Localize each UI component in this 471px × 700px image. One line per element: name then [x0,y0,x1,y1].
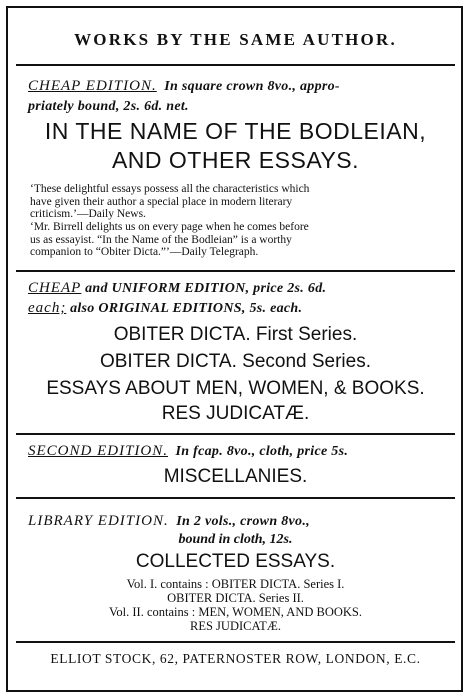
title-collected-essays: COLLECTED ESSAYS. [135,551,336,572]
page-heading: WORKS BY THE SAME AUTHOR. [74,30,397,49]
review-line: have given their author a special place in modern literary [30,195,293,208]
uniform-edition-desc-2: also ORIGINAL EDITIONS, 5s. each. [70,301,303,316]
uniform-edition-label: CHEAP [28,280,82,296]
uniform-edition-line [28,280,448,297]
volume-line: RES JUDICATÆ. [190,619,281,633]
title-miscellanies: MISCELLANIES. [163,466,308,487]
second-edition-label: SECOND EDITION. [28,443,169,459]
uniform-edition-desc: and UNIFORM EDITION, price 2s. 6d. [85,281,327,296]
uniform-each-label: each; [28,300,67,316]
title-essays-men-women-books: ESSAYS ABOUT MEN, WOMEN, & BOOKS. [46,378,425,399]
review-daily-news [30,183,446,221]
library-edition-label: LIBRARY EDITION. [28,513,169,529]
volume-line: Vol. I. contains : OBITER DICTA. Series I. [126,577,345,591]
review-line: criticism.’—Daily News. [30,208,146,221]
title-res-judicatae: RES JUDICATÆ. [161,403,310,424]
publisher-footer: ELLIOT STOCK, 62, PATERNOSTER ROW, LONDON, E.C. [50,651,421,666]
divider-1 [16,64,455,66]
bodleian-title-1: IN THE NAME OF THE BODLEIAN, [44,118,427,144]
uniform-edition-line-2 [28,300,448,317]
divider-4 [16,497,455,499]
cheap-edition-desc-2: priately bound, 2s. 6d. net. [28,99,189,114]
volume-line: Vol. II. contains : MEN, WOMEN, AND BOOKS. [108,605,362,619]
review-line: companion to “Obiter Dicta.”’—Daily Telegraph. [30,246,259,259]
divider-5 [16,641,455,643]
second-edition-line [28,443,448,460]
title-obiter-dicta-1: OBITER DICTA. First Series. [113,324,358,345]
library-edition-desc: In 2 vols., crown 8vo., [176,514,310,529]
review-line: us as essayist. “In the Name of the Bodleian” is a worthy [30,233,292,246]
divider-2 [16,270,455,272]
cheap-edition-desc: In square crown 8vo., appro- [164,79,340,94]
volume-line: OBITER DICTA. Series II. [167,591,304,605]
bodleian-title-2: AND OTHER ESSAYS. [111,147,360,173]
divider-3 [16,433,455,435]
cheap-edition-line [28,78,448,95]
review-line: ‘Mr. Birrell delights us on every page when he comes before [30,221,309,233]
title-obiter-dicta-2: OBITER DICTA. Second Series. [99,351,371,372]
review-daily-telegraph [30,221,446,259]
review-line: ‘These delightful essays possess all the characteristics which [30,183,310,195]
library-edition-desc-2: bound in cloth, 12s. [178,532,293,547]
cheap-edition-line-2 [28,98,448,115]
second-edition-desc: In fcap. 8vo., cloth, price 5s. [175,444,349,459]
cheap-edition-label: CHEAP EDITION. [28,78,157,94]
library-edition-line [28,513,448,530]
